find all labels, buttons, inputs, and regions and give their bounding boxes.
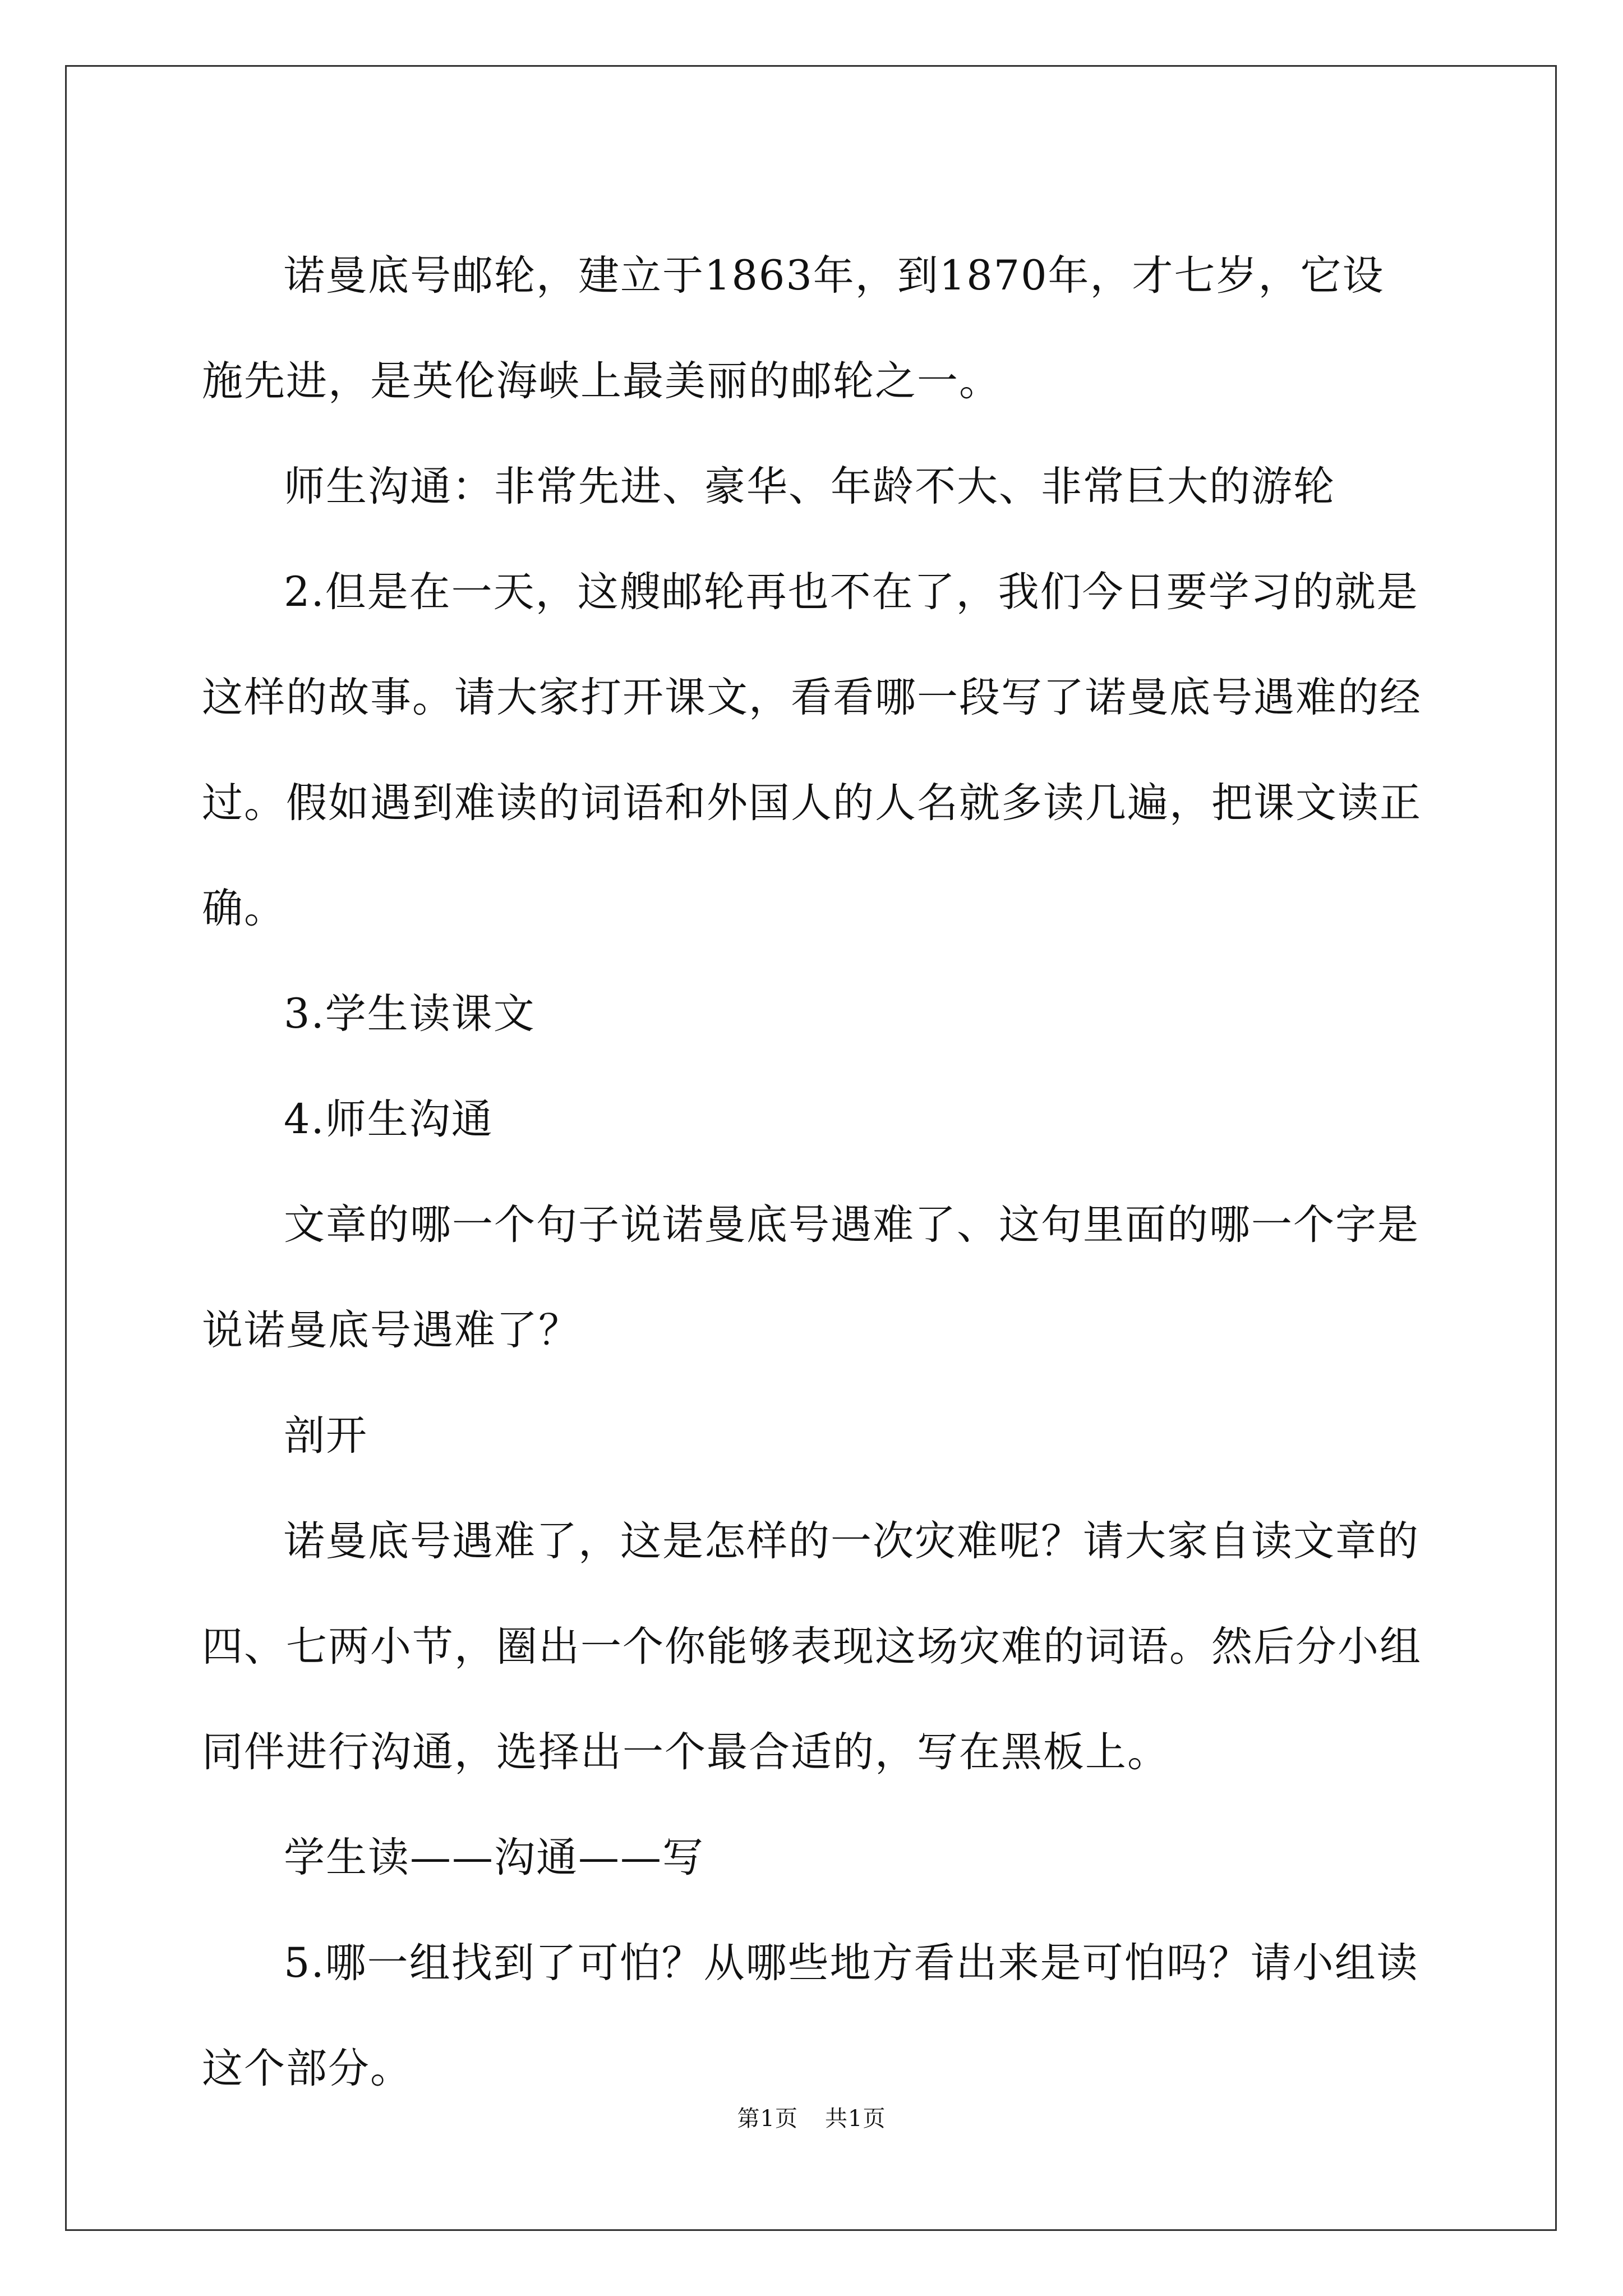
page-total: 共1页 <box>825 2106 886 2132</box>
document-body <box>202 223 1424 2122</box>
page-footer <box>0 2105 1623 2133</box>
paragraph-activity: 学生读——沟通——写 <box>284 1834 704 1881</box>
paragraph-question: 文章的哪一个句子说诺曼底号遇难了、这句里面的哪一个字是说诺曼底号遇难了？ <box>202 1201 1419 1354</box>
paragraph-step-2: 2.但是在一天，这艘邮轮再也不在了，我们今日要学习的就是这样的故事。请大家打开课文，看看哪一段写了诺曼底号遇难的经过。假如遇到难读的词语和外国人的人名就多读几遍，把课文读正确。 <box>202 568 1422 932</box>
paragraph-step-3: 3.学生读课文 <box>284 990 536 1038</box>
paragraph-disaster: 诺曼底号遇难了，这是怎样的一次灾难呢？请大家自读文章的四、七两小节，圈出一个你能够表现这场灾难的词语。然后分小组同伴进行沟通，选择出一个最合适的，写在黑板上。 <box>202 1517 1422 1776</box>
paragraph-step-5: 5.哪一组找到了可怕？从哪些地方看出来是可怕吗？请小组读这个部分。 <box>202 1939 1419 2092</box>
paragraph-discussion: 师生沟通：非常先进、豪华、年龄不大、非常巨大的游轮 <box>284 463 1335 510</box>
paragraph-step-4: 4.师生沟通 <box>284 1096 494 1143</box>
paragraph-intro: 诺曼底号邮轮，建立于1863年，到1870年，才七岁，它设施先进，是英伦海峡上最美丽的邮轮之一。 <box>202 252 1385 405</box>
paragraph-analysis-heading: 剖开 <box>284 1412 368 1460</box>
page-number: 第1页 <box>737 2106 798 2132</box>
